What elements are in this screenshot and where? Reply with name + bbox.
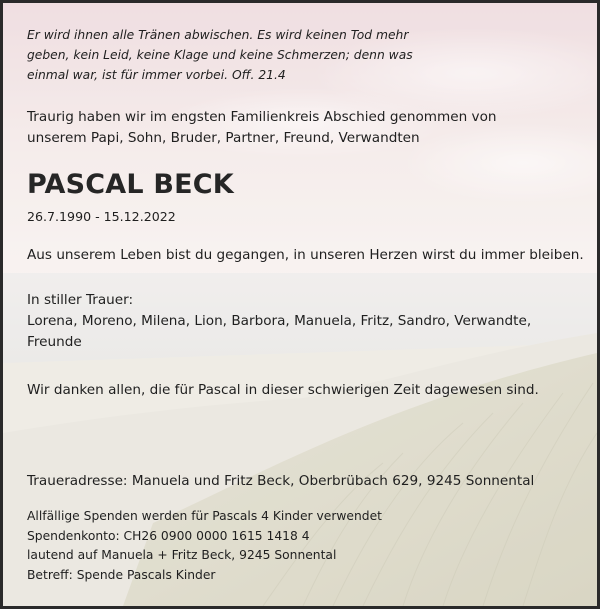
thanks-text: Wir danken allen, die für Pascal in dieser schwierigen Zeit dagewesen sind. [27, 382, 539, 398]
intro-line: unserem Papi, Sohn, Bruder, Partner, Freund, Verwandten [27, 130, 420, 146]
quote-line: geben, kein Leid, keine Klage und keine Schmerzen; denn was [27, 48, 413, 62]
intro-text [27, 107, 497, 149]
notice-content [3, 3, 597, 606]
mourners-names: Lorena, Moreno, Milena, Lion, Barbora, Manuela, Fritz, Sandro, Verwandte, [27, 313, 532, 329]
donation-line: lautend auf Manuela + Fritz Beck, 9245 Sonnental [27, 548, 337, 563]
bible-quote [27, 25, 413, 85]
donation-reference: Betreff: Spende Pascals Kinder [27, 568, 216, 583]
intro-line: Traurig haben wir im engsten Familienkreis Abschied genommen von [27, 109, 497, 125]
mourners-heading: In stiller Trauer: [27, 292, 134, 308]
mourners-names: Freunde [27, 334, 82, 350]
mourning-address: Traueradresse: Manuela und Fritz Beck, Oberbrübach 629, 9245 Sonnental [27, 473, 535, 489]
life-dates: 26.7.1990 - 15.12.2022 [27, 209, 176, 224]
farewell-text: Aus unserem Leben bist du gegangen, in unseren Herzen wirst du immer bleiben. [27, 247, 584, 263]
deceased-name: PASCAL BECK [27, 169, 234, 200]
donation-info [27, 507, 382, 586]
mourners-block [27, 290, 531, 353]
quote-line: Er wird ihnen alle Tränen abwischen. Es wird keinen Tod mehr [27, 28, 409, 42]
donation-account: Spendenkonto: CH26 0900 0000 1615 1418 4 [27, 528, 310, 543]
quote-line: einmal war, ist für immer vorbei. Off. 21.4 [27, 68, 286, 82]
donation-line: Allfällige Spenden werden für Pascals 4 Kinder verwendet [27, 509, 382, 523]
